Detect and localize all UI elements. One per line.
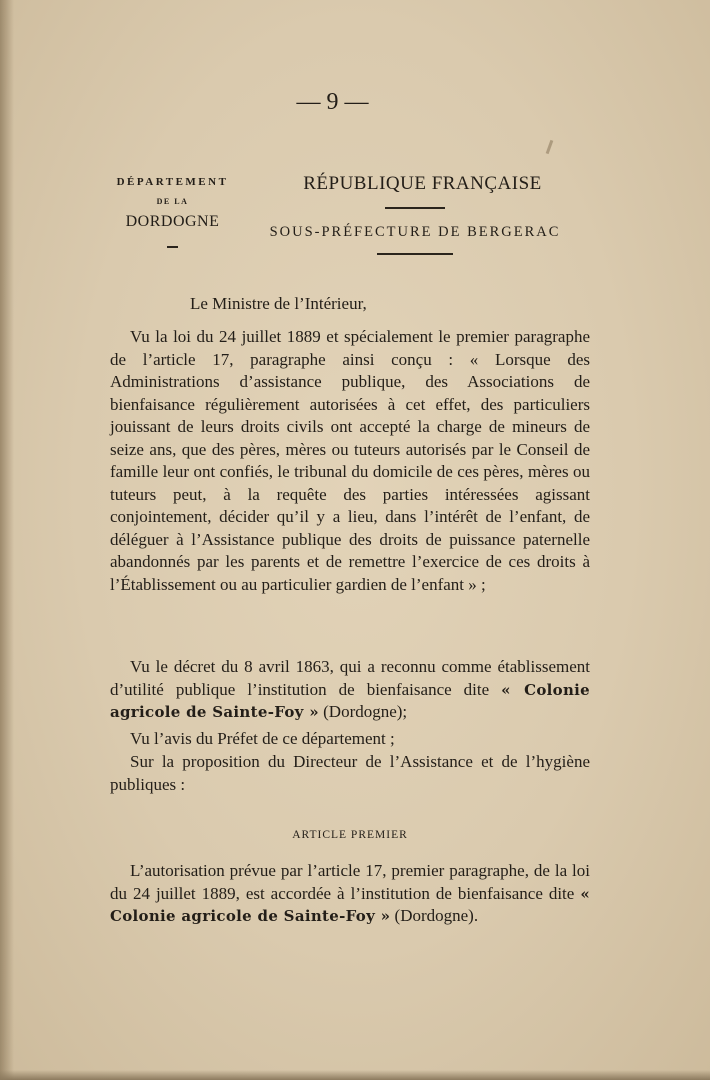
institution-name: « Colonie agricole de Sainte-Foy » [110,680,591,721]
article-text [110,860,590,928]
decree-text: Vu le décret du 8 avril 1863, qui a reconnu comme établissement d’utilité publique l’institution de bienfaisance dite [110,657,590,699]
republic-heading: RÉPUBLIQUE FRANÇAISE [303,173,542,194]
paragraph-prefect-opinion: Vu l’avis du Préfet de ce département ; [130,729,395,748]
opening-line: Le Ministre de l’Intérieur, [190,294,367,313]
article-location: (Dordogne). [394,906,479,925]
page-edge-shadow [0,0,14,1080]
subheading-rule [377,253,453,255]
department-label: DÉPARTEMENT [116,176,229,188]
ink-mark [546,140,554,154]
article-institution-name: « Colonie agricole de Sainte-Foy » [110,884,590,925]
page-number: — 9 — [296,89,369,115]
subprefecture-heading: SOUS-PRÉFECTURE DE BERGERAC [269,224,561,240]
department-name: DORDOGNE [125,213,220,230]
page-bottom-shadow [0,1070,710,1080]
article-text-body: L’autorisation prévue par l’article 17, premier paragraphe, de la loi du 24 juillet 1889, est accordée à l’institution de bienfaisance dite [110,861,590,903]
department-preposition: DE LA [156,197,189,206]
paragraph-proposal: Sur la proposition du Directeur de l’Assistance et de l’hygiène publiques : [110,752,590,794]
decree-location: (Dordogne); [323,702,408,721]
heading-rule [385,207,445,209]
article-heading: ARTICLE PREMIER [292,829,408,841]
paragraph-law-citation: Vu la loi du 24 juillet 1889 et spécialement le premier paragraphe de l’article 17, paragraphe ainsi conçu : « Lorsque des Administrations d’assistance publique, des Associations de bienfaisance régulièrement autorisées à cet effet, des particuliers jouissant de leurs droits civils ont accepté la charge de mineurs de seize ans, que des pères, mères ou tuteurs autorisés par le Conseil de famille leur ont confiés, le tribunal du domicile de ces pères, mères ou tuteurs peut, à la requête des parties intéressées agissant conjointement, décider qu’il y a lieu, dans l’intérêt de l’enfant, de déléguer à l’Assistance publique des droits de puissance paternelle abandonnés par les parents et de remettre l’exercice de ces droits à l’Établissement ou au particulier gardien de l’enfant » ; [110,327,590,594]
paragraph-decree [110,656,590,724]
department-dash [167,246,178,248]
